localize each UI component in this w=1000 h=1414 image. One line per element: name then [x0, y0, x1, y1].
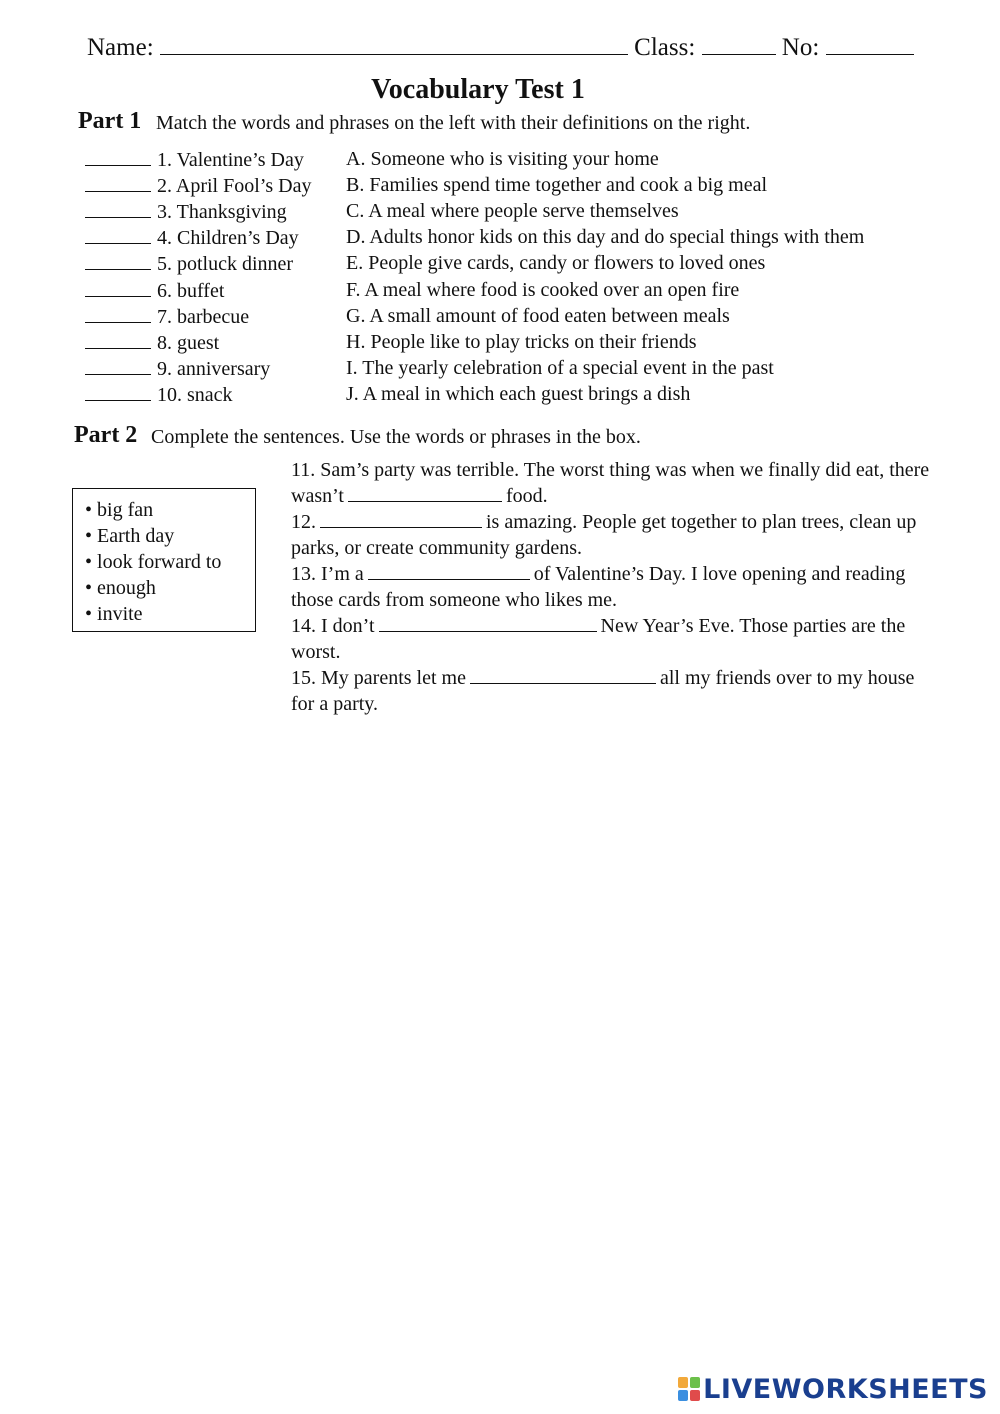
match-definition: I. The yearly celebration of a special event in the past	[346, 356, 774, 379]
liveworksheets-brand	[678, 1374, 988, 1404]
liveworksheets-logo-icon	[678, 1377, 700, 1401]
sentence-text-before: 11. Sam’s party was terrible. The worst thing was when we finally did eat, there wasn’t	[291, 459, 930, 507]
fill-in-blank[interactable]	[470, 665, 656, 684]
answer-blank[interactable]	[85, 225, 151, 244]
answer-blank[interactable]	[85, 147, 151, 166]
word-box-item: • enough	[85, 575, 255, 601]
match-term: 5. potluck dinner	[157, 253, 294, 276]
answer-blank[interactable]	[85, 304, 151, 323]
word-list	[85, 497, 255, 627]
match-definition: G. A small amount of food eaten between meals	[346, 304, 730, 327]
word-box-item: • Earth day	[85, 523, 255, 549]
brand-name: LIVEWORKSHEETS	[703, 1373, 988, 1405]
page-title: Vocabulary Test 1	[371, 74, 585, 105]
match-definition: C. A meal where people serve themselves	[346, 200, 679, 223]
fill-in-blank[interactable]	[320, 509, 482, 528]
match-definition: B. Families spend time together and cook a big meal	[346, 174, 768, 197]
answer-blank[interactable]	[85, 382, 151, 401]
sentence-text-after: New Year’s Eve. Those parties are the worst.	[291, 615, 906, 663]
student-info-header	[87, 32, 914, 62]
match-definition: J. A meal in which each guest brings a dish	[346, 382, 691, 405]
sentence-text-before: 15. My parents let me	[291, 667, 466, 689]
match-term: 10. snack	[157, 383, 233, 406]
sentence-text-after: all my friends over to my house for a party.	[291, 667, 915, 715]
word-box-item: • look forward to	[85, 549, 255, 575]
match-term: 4. Children’s Day	[157, 227, 299, 250]
match-term-row	[85, 278, 224, 304]
answer-blank[interactable]	[85, 251, 151, 270]
sentence-text-before: 13. I’m a	[291, 563, 364, 585]
answer-blank[interactable]	[85, 356, 151, 375]
part1-label: Part 1	[78, 108, 142, 134]
match-term-row	[85, 304, 249, 330]
match-definition: D. Adults honor kids on this day and do special things with them	[346, 226, 865, 249]
logo-square	[690, 1390, 700, 1401]
sentence-text-after: of Valentine’s Day. I love opening and reading those cards from someone who likes me.	[291, 563, 906, 611]
part1-instruction: Match the words and phrases on the left with their definitions on the right.	[156, 112, 751, 134]
sentence-text-before: 14. I don’t	[291, 615, 375, 637]
answer-blank[interactable]	[85, 173, 151, 192]
match-term-row	[85, 382, 233, 408]
match-term-row	[85, 356, 270, 382]
class-field[interactable]	[702, 32, 776, 55]
match-definition: A. Someone who is visiting your home	[346, 148, 659, 170]
answer-blank[interactable]	[85, 199, 151, 218]
match-term: 9. anniversary	[157, 357, 271, 380]
fill-in-blank[interactable]	[368, 561, 530, 580]
match-term-row	[85, 225, 299, 251]
name-label: Name:	[87, 34, 154, 61]
match-term-row	[85, 199, 287, 225]
answer-blank[interactable]	[85, 278, 151, 297]
no-label: No:	[781, 34, 820, 61]
match-term: 2. April Fool’s Day	[157, 175, 312, 198]
logo-square	[678, 1377, 688, 1388]
word-box-item: • big fan	[85, 497, 255, 523]
number-field[interactable]	[826, 32, 914, 55]
match-term-row	[85, 147, 304, 173]
sentence-item	[291, 457, 931, 509]
class-label: Class:	[634, 34, 696, 61]
match-term: 6. buffet	[157, 279, 225, 302]
word-box	[72, 488, 256, 632]
sentence-text-before: 12.	[291, 511, 316, 533]
sentence-item	[291, 509, 931, 561]
fill-in-blank[interactable]	[348, 483, 502, 502]
match-term-row	[85, 330, 219, 356]
match-term-row	[85, 173, 311, 199]
fill-in-blank[interactable]	[379, 613, 597, 632]
sentence-item	[291, 613, 931, 665]
part2-label: Part 2	[74, 422, 138, 448]
answer-blank[interactable]	[85, 330, 151, 349]
name-field[interactable]	[160, 32, 628, 55]
sentence-text-after: food.	[505, 485, 548, 507]
sentence-item	[291, 561, 931, 613]
sentence-item	[291, 665, 931, 717]
match-term-row	[85, 251, 293, 277]
sentence-text-after: is amazing. People get together to plan trees, clean up parks, or create community gardens.	[291, 511, 917, 559]
match-term: 7. barbecue	[157, 305, 250, 328]
match-definition: E. People give cards, candy or flowers to loved ones	[346, 252, 766, 275]
match-definition: H. People like to play tricks on their friends	[346, 330, 697, 353]
match-definition: F. A meal where food is cooked over an open fire	[346, 278, 740, 301]
match-term: 3. Thanksgiving	[157, 201, 287, 224]
logo-square	[690, 1377, 700, 1388]
word-box-item: • invite	[85, 601, 255, 627]
part2-instruction: Complete the sentences. Use the words or phrases in the box.	[151, 426, 641, 448]
match-term: 8. guest	[157, 331, 220, 354]
match-term: 1. Valentine’s Day	[157, 149, 304, 171]
logo-square	[678, 1390, 688, 1401]
